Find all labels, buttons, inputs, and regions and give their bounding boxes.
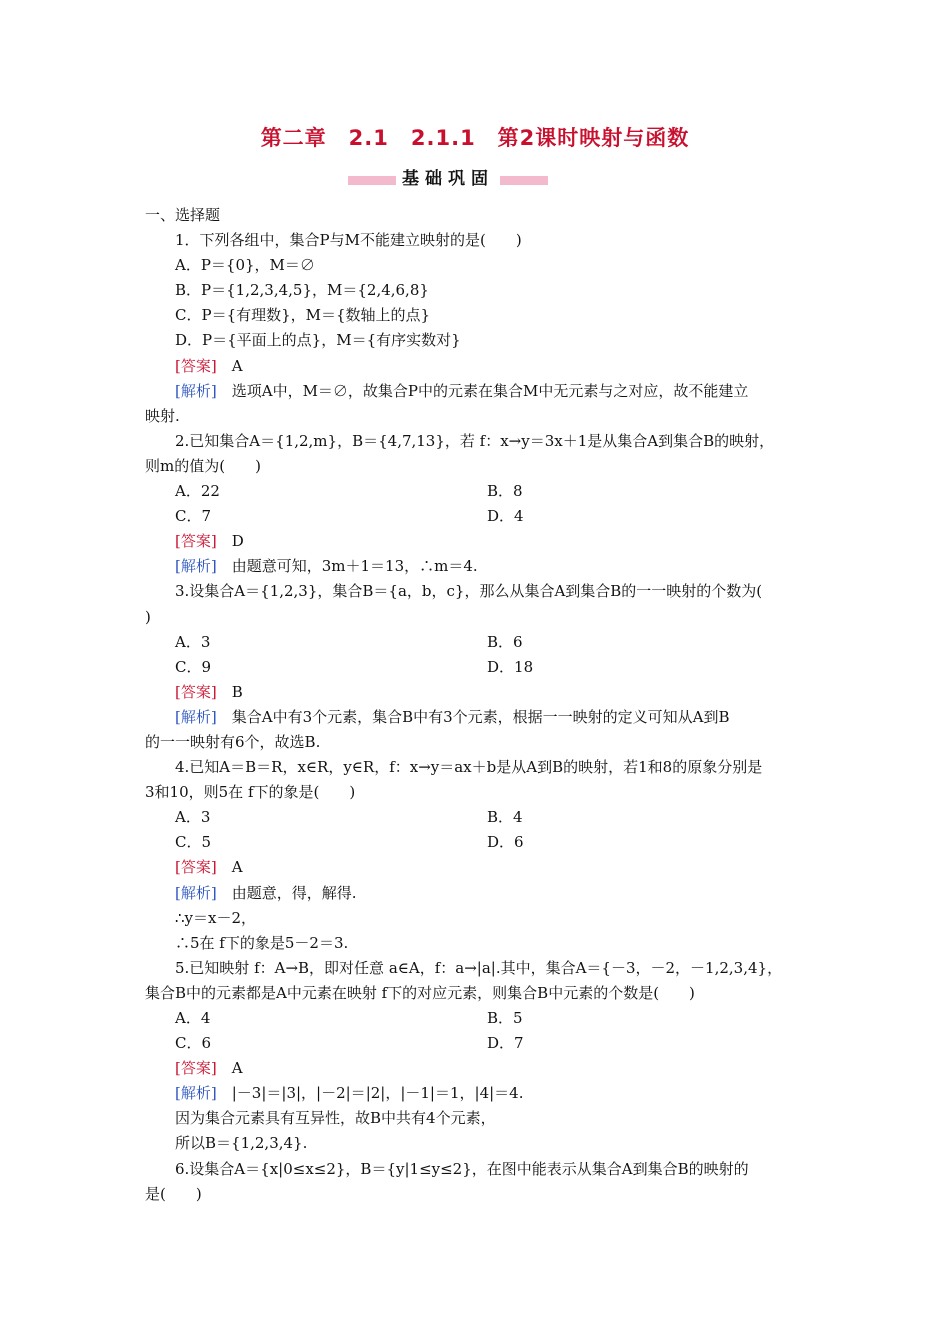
q5-option-c: C．6 xyxy=(175,1034,212,1053)
question-1-stem: 1．下列各组中，集合P与M不能建立映射的是( ) xyxy=(175,231,522,250)
question-6-stem: 6.设集合A＝{x|0≤x≤2}，B＝{y|1≤y≤2}，在图中能表示从集合A到集合B的映射的 xyxy=(175,1159,749,1178)
explanation-tag: [解析] xyxy=(175,1084,217,1103)
q2-option-c: C．7 xyxy=(175,507,212,526)
answer-value: A xyxy=(231,356,243,375)
q3-option-a: A．3 xyxy=(175,632,211,651)
q1-option-c: C．P＝{有理数}，M＝{数轴上的点} xyxy=(175,306,431,325)
question-3-stem-cont: ) xyxy=(145,607,151,626)
question-2-stem-cont: 则m的值为( ) xyxy=(145,456,261,475)
explanation-text: 选项A中，M＝∅，故集合P中的元素在集合M中无元素与之对应，故不能建立 xyxy=(231,381,749,400)
q4-explanation xyxy=(145,881,810,906)
q1-option-d: D．P＝{平面上的点}，M＝{有序实数对} xyxy=(175,331,461,350)
question-5-stem-cont: 集合B中的元素都是A中元素在映射 f下的对应元素，则集合B中元素的个数是( ) xyxy=(145,983,695,1002)
answer-tag: [答案] xyxy=(175,356,217,375)
q4-option-a: A．3 xyxy=(175,808,211,827)
question-5-stem: 5.已知映射 f：A→B，即对任意 a∈A，f：a→|a|.其中，集合A＝{－3，－2，－1,2,3,4}， xyxy=(175,958,783,977)
q2-option-d: D．4 xyxy=(487,507,524,526)
q4-options-row-2 xyxy=(145,830,810,855)
q5-explanation xyxy=(145,1081,810,1106)
q3-explanation-cont: 的一一映射有6个，故选B. xyxy=(145,732,321,751)
q5-option-a: A．4 xyxy=(175,1009,211,1027)
q3-options-row-2 xyxy=(145,655,810,680)
q4-options-row-1 xyxy=(145,805,810,830)
question-list xyxy=(145,203,810,1207)
answer-tag: [答案] xyxy=(175,532,217,551)
answer-tag: [答案] xyxy=(175,682,217,701)
q4-explanation-step-3: ∴5在 f下的象是5－2＝3. xyxy=(175,933,349,952)
q2-option-b: B．8 xyxy=(487,482,523,501)
question-3-stem: 3.设集合A＝{1,2,3}，集合B＝{a，b，c}，那么从集合A到集合B的一一映射的个数为( xyxy=(175,582,763,601)
explanation-tag: [解析] xyxy=(175,381,217,400)
explanation-text: |－3|＝|3|，|－2|＝|2|，|－1|＝1，|4|＝4. xyxy=(231,1084,524,1103)
explanation-text: 由题意，得，解得. xyxy=(231,883,357,902)
q2-options-row-1 xyxy=(145,479,810,504)
q5-option-d: D．7 xyxy=(487,1034,524,1053)
explanation-tag: [解析] xyxy=(175,557,217,576)
explanation-tag: [解析] xyxy=(175,883,217,902)
q4-option-b: B．4 xyxy=(487,808,523,827)
q4-answer xyxy=(145,855,810,880)
q5-option-b: B．5 xyxy=(487,1009,523,1027)
answer-value: B xyxy=(231,682,243,701)
answer-tag: [答案] xyxy=(175,1059,217,1078)
answer-value: A xyxy=(231,858,243,877)
q5-explanation-step-3: 所以B＝{1,2,3,4}. xyxy=(175,1134,308,1153)
q3-answer xyxy=(145,680,810,705)
q4-option-c: C．5 xyxy=(175,833,212,852)
q3-option-b: B．6 xyxy=(487,632,523,651)
q3-options-row-1 xyxy=(145,630,810,655)
q5-explanation-step-2: 因为集合元素具有互异性，故B中共有4个元素， xyxy=(175,1109,496,1128)
q1-option-a: A．P＝{0}，M＝∅ xyxy=(175,256,315,275)
q1-option-b: B．P＝{1,2,3,4,5}，M＝{2,4,6,8} xyxy=(175,281,429,300)
explanation-text: 集合A中有3个元素，集合B中有3个元素，根据一一映射的定义可知从A到B xyxy=(231,707,730,726)
answer-tag: [答案] xyxy=(175,858,217,877)
q2-options-row-2 xyxy=(145,504,810,529)
section-banner xyxy=(348,166,548,192)
page-title: 第二章 2.1 2.1.1 第2课时映射与函数 xyxy=(260,126,690,150)
q5-options-row-2 xyxy=(145,1031,810,1056)
q3-option-c: C．9 xyxy=(175,657,212,676)
banner-label: 基础巩固 xyxy=(396,166,500,192)
q2-answer xyxy=(145,529,810,554)
explanation-text: 由题意可知，3m＋1＝13，∴m＝4. xyxy=(231,557,478,576)
section-heading: 一、选择题 xyxy=(145,206,221,224)
q2-explanation xyxy=(145,554,810,579)
q4-explanation-step-2: ∴y＝x－2， xyxy=(175,908,257,927)
q1-answer xyxy=(145,354,810,379)
q3-option-d: D．18 xyxy=(487,657,534,676)
question-2-stem: 2.已知集合A＝{1,2,m}，B＝{4,7,13}，若 f：x→y＝3x＋1是从集合A到集合B的映射， xyxy=(175,431,775,450)
answer-value: A xyxy=(231,1059,243,1078)
question-6-stem-cont: 是( ) xyxy=(145,1184,202,1203)
explanation-tag: [解析] xyxy=(175,707,217,726)
q5-options-row-1 xyxy=(145,1006,810,1031)
q1-explanation-cont: 映射. xyxy=(145,406,180,425)
q2-option-a: A．22 xyxy=(175,482,220,501)
q4-option-d: D．6 xyxy=(487,833,524,852)
answer-value: D xyxy=(231,532,244,551)
q5-answer xyxy=(145,1056,810,1081)
q3-explanation xyxy=(145,705,810,730)
q1-explanation xyxy=(145,379,810,404)
question-4-stem: 4.已知A＝B＝R，x∈R，y∈R，f：x→y＝ax＋b是从A到B的映射，若1和8的原象分别是 xyxy=(175,758,763,777)
question-4-stem-cont: 3和10，则5在 f下的象是( ) xyxy=(145,783,356,802)
